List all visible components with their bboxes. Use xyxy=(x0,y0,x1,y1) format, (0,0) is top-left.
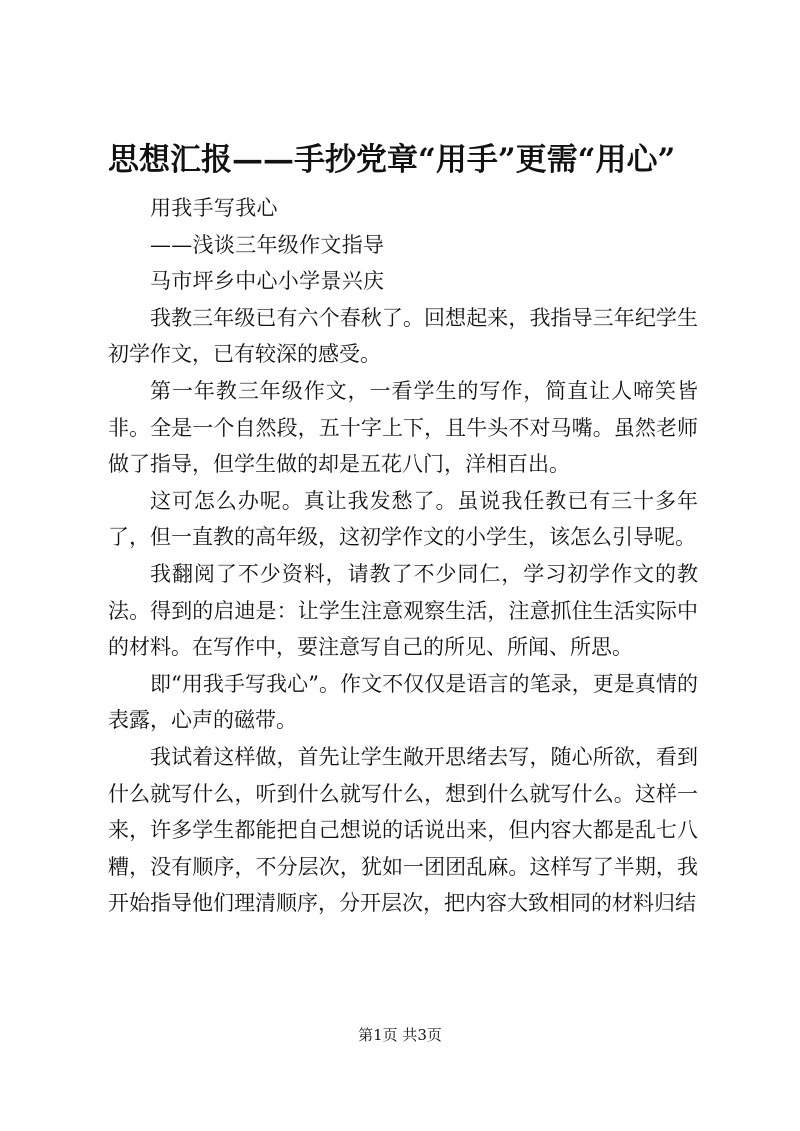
paragraph: 这可怎么办呢。真让我发愁了。虽说我任教已有三十多年了，但一直教的高年级，这初学作文的小学生，该怎么引导呢。 xyxy=(108,488,698,550)
paragraph: 我翻阅了不少资料，请教了不少同仁，学习初学作文的教法。得到的启迪是：让学生注意观察生活，注意抓住生活实际中的材料。在写作中，要注意写自己的所见、所闻、所思。 xyxy=(108,561,698,660)
paragraph-subheading: ——浅谈三年级作文指导 xyxy=(150,232,385,257)
paragraph: 第一年教三年级作文，一看学生的写作，简直让人啼笑皆非。全是一个自然段，五十字上下，且牛头不对马嘴。虽然老师做了指导，但学生做的却是五花八门，洋相百出。 xyxy=(108,378,698,477)
paragraph-subtitle: 用我手写我心 xyxy=(150,196,278,220)
paragraph-author: 马市坪乡中心小学景兴庆 xyxy=(150,269,385,294)
paragraph: 我教三年级已有六个春秋了。回想起来，我指导三年纪学生初学作文，已有较深的感受。 xyxy=(108,305,698,367)
page-footer: 第1页 共3页 xyxy=(358,1026,442,1044)
paragraph: 即“用我手写我心”。作文不仅仅是语言的笔录，更是真情的表露，心声的磁带。 xyxy=(108,671,698,733)
document-title: 思想汇报——手抄党章“用手”更需“用心” xyxy=(108,142,676,178)
paragraph: 我试着这样做，首先让学生敞开思绪去写，随心所欲，看到什么就写什么，听到什么就写什么，想到什么就写什么。这样一来，许多学生都能把自己想说的话说出来，但内容大都是乱七八糟，没有顺序，不分层次，犹如一团团乱麻。这样写了半期，我开始指导他们理清顺序，分开层次，把内容大致相同的材料归结 xyxy=(108,744,698,916)
document-body xyxy=(108,190,698,922)
